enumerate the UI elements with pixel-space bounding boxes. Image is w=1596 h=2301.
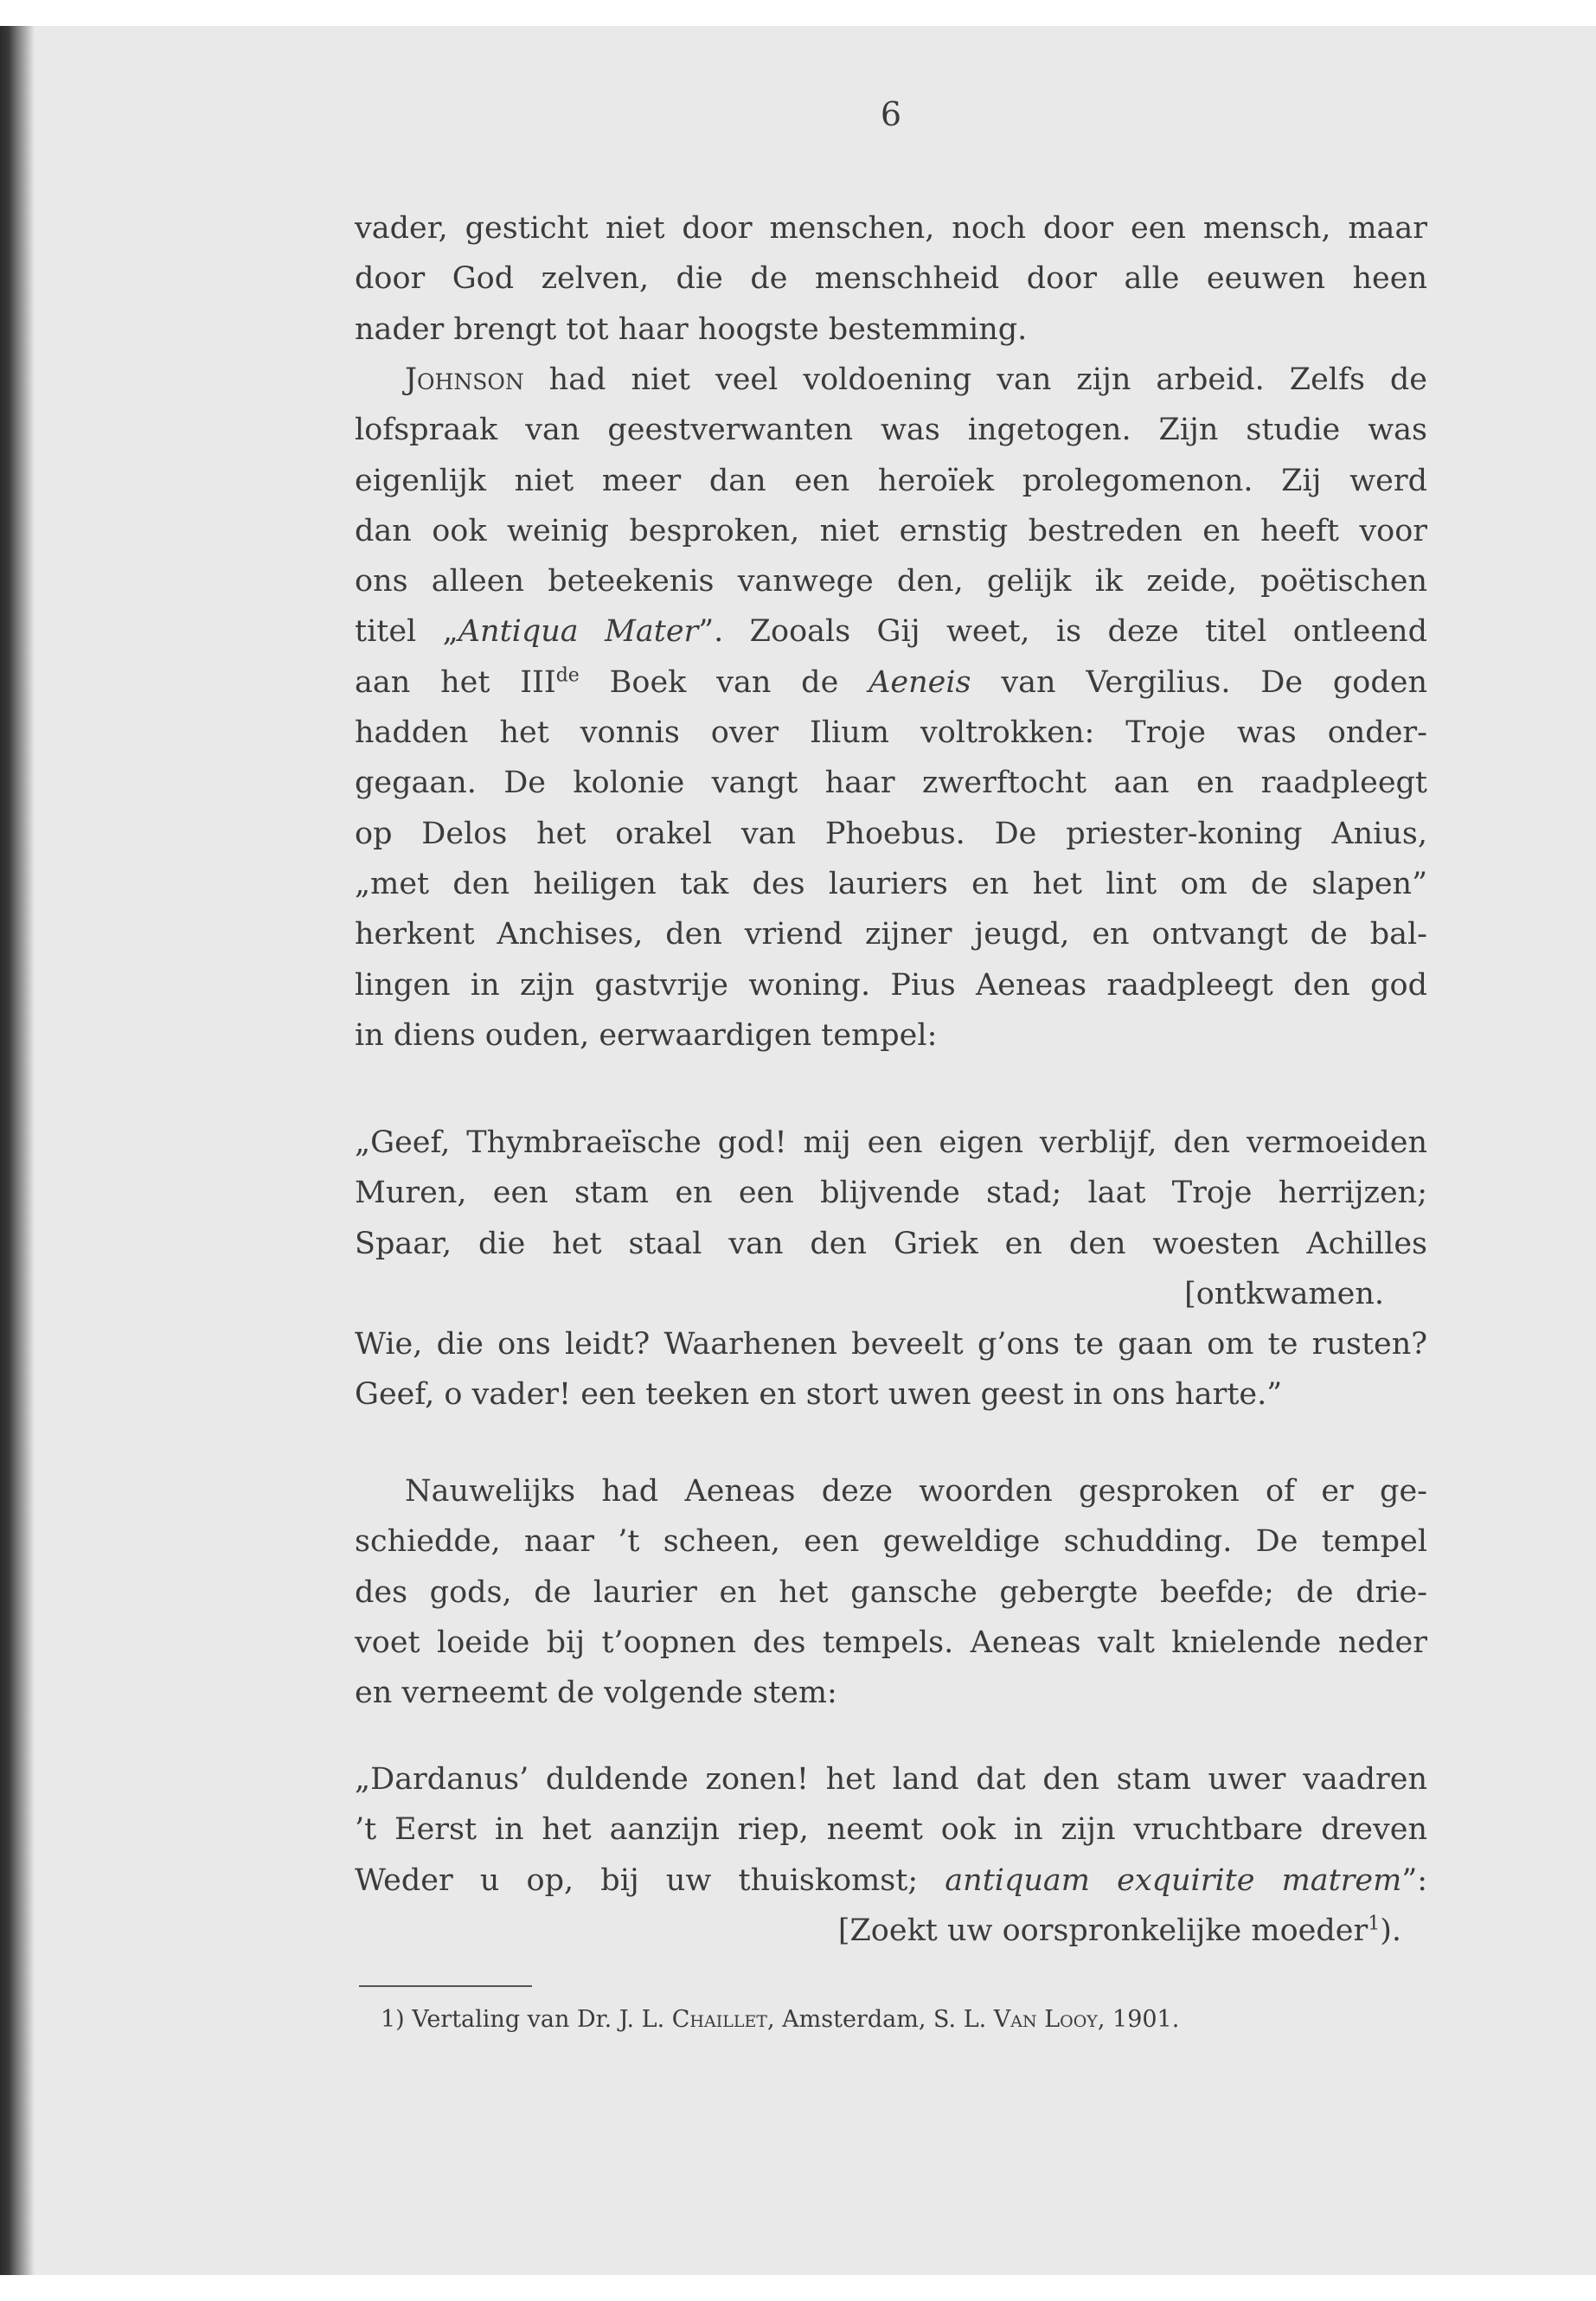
verse-quote-2 (355, 1754, 1427, 1956)
text-line: titel „Antiqua Mater”. Zooals Gij weet, is deze titel ontleend (355, 614, 1427, 650)
text-line: gegaan. De kolonie vangt haar zwerftocht aan en raadpleegt (355, 766, 1427, 801)
text-line: ons alleen beteekenis vanwege den, gelijk ik zeide, poëtischen (355, 564, 1427, 599)
verse-quote-1 (355, 1118, 1427, 1420)
text-line: des gods, de laurier en het gansche gebergte beefde; de drie- (355, 1574, 1427, 1610)
text-line: en verneemt de volgende stem: (355, 1676, 837, 1711)
text-line: nader brengt tot haar hoogste bestemming. (355, 311, 1028, 347)
title-aeneis: Aeneis (869, 664, 971, 700)
verse-line: Spaar, die het staal van den Griek en den woesten Achilles (355, 1226, 1427, 1261)
text-line: hadden het vonnis over Ilium voltrokken: Troje was onder- (355, 715, 1427, 751)
paragraph-3 (355, 1466, 1427, 1718)
footnote-divider (359, 1985, 532, 1987)
verse-line: „Geef, Thymbraeïsche god! mij een eigen verblijf, den vermoeiden (355, 1125, 1427, 1160)
verse-line: ’t Eerst in het aanzijn riep, neemt ook in zijn vruchtbare dreven (355, 1812, 1427, 1848)
text-line: vader, gesticht niet door menschen, noch door een mensch, maar (355, 211, 1427, 246)
title-antiqua-mater: Antiqua Mater (458, 614, 699, 650)
text-line: in diens ouden, eerwaardigen tempel: (355, 1017, 938, 1053)
text-line: lofspraak van geestverwanten was ingetogen. Zijn studie was (355, 413, 1427, 448)
verse-line: [Zoekt uw oorspronkelijke moeder$^1$). (837, 1913, 1401, 1948)
text-line: aan het IIIde Boek van de Aeneis van Vergilius. De goden (355, 664, 1428, 700)
verse-line: „Dardanus’ duldende zonen! het land dat den stam uwer vaadren (355, 1762, 1427, 1797)
text-line: Johnson had niet veel voldoening van zijn arbeid. Zelfs de (405, 362, 1427, 397)
ordinal-superscript: de (555, 664, 580, 687)
paragraph-1 (355, 203, 1427, 355)
text-line: op Delos het orakel van Phoebus. De priester-koning Anius, (355, 816, 1427, 851)
text-line: Nauwelijks had Aeneas deze woorden gesproken of er ge- (405, 1474, 1427, 1509)
text-line: eigenlijk niet meer dan een heroïek prolegomenon. Zij werd (355, 463, 1427, 498)
text-line: door God zelven, die de menschheid door alle eeuwen heen (355, 261, 1427, 297)
scanned-page (0, 26, 1596, 2275)
verse-line: [ontkwamen. (1184, 1276, 1384, 1311)
footnote-reference: 1 (1368, 1913, 1381, 1935)
book-spine-shadow (0, 26, 35, 2275)
verse-line: Weder u op, bij uw thuiskomst; antiquam exquirite matrem”: (355, 1862, 1428, 1898)
text-line: herkent Anchises, den vriend zijner jeugd, en ontvangt de bal- (355, 917, 1427, 952)
verse-line: Wie, die ons leidt? Waarhenen beveelt g’ons te gaan om te rusten? (355, 1327, 1427, 1362)
footnote: 1) Vertaling van Dr. J. L. Chaillet, Amsterdam, S. L. Van Looy, 1901. (381, 2006, 1180, 2033)
translator-name: Chaillet (671, 2006, 767, 2033)
text-line: lingen in zijn gastvrije woning. Pius Aeneas raadpleegt den god (355, 967, 1427, 1003)
page-number: 6 (880, 95, 902, 133)
verse-line: Muren, een stam en een blijvende stad; laat Troje herrijzen; (355, 1176, 1427, 1211)
latin-quote: antiquam exquirite matrem (945, 1862, 1402, 1898)
verse-line: Geef, o vader! een teeken en stort uwen geest in ons harte.” (355, 1377, 1283, 1413)
text-line: dan ook weinig besproken, niet ernstig bestreden en heeft voor (355, 513, 1427, 548)
text-line: „met den heiligen tak des lauriers en het lint om de slapen” (355, 866, 1427, 901)
author-name: Johnson (405, 362, 524, 397)
text-line: schiedde, naar ’t scheen, een geweldige schudding. De tempel (355, 1524, 1427, 1560)
paragraph-2 (355, 355, 1427, 1061)
publisher-name: Van Looy (993, 2006, 1098, 2033)
text-line: voet loeide bij t’oopnen des tempels. Aeneas valt knielende neder (355, 1625, 1427, 1660)
footnote-marker: 1) (381, 2006, 405, 2033)
